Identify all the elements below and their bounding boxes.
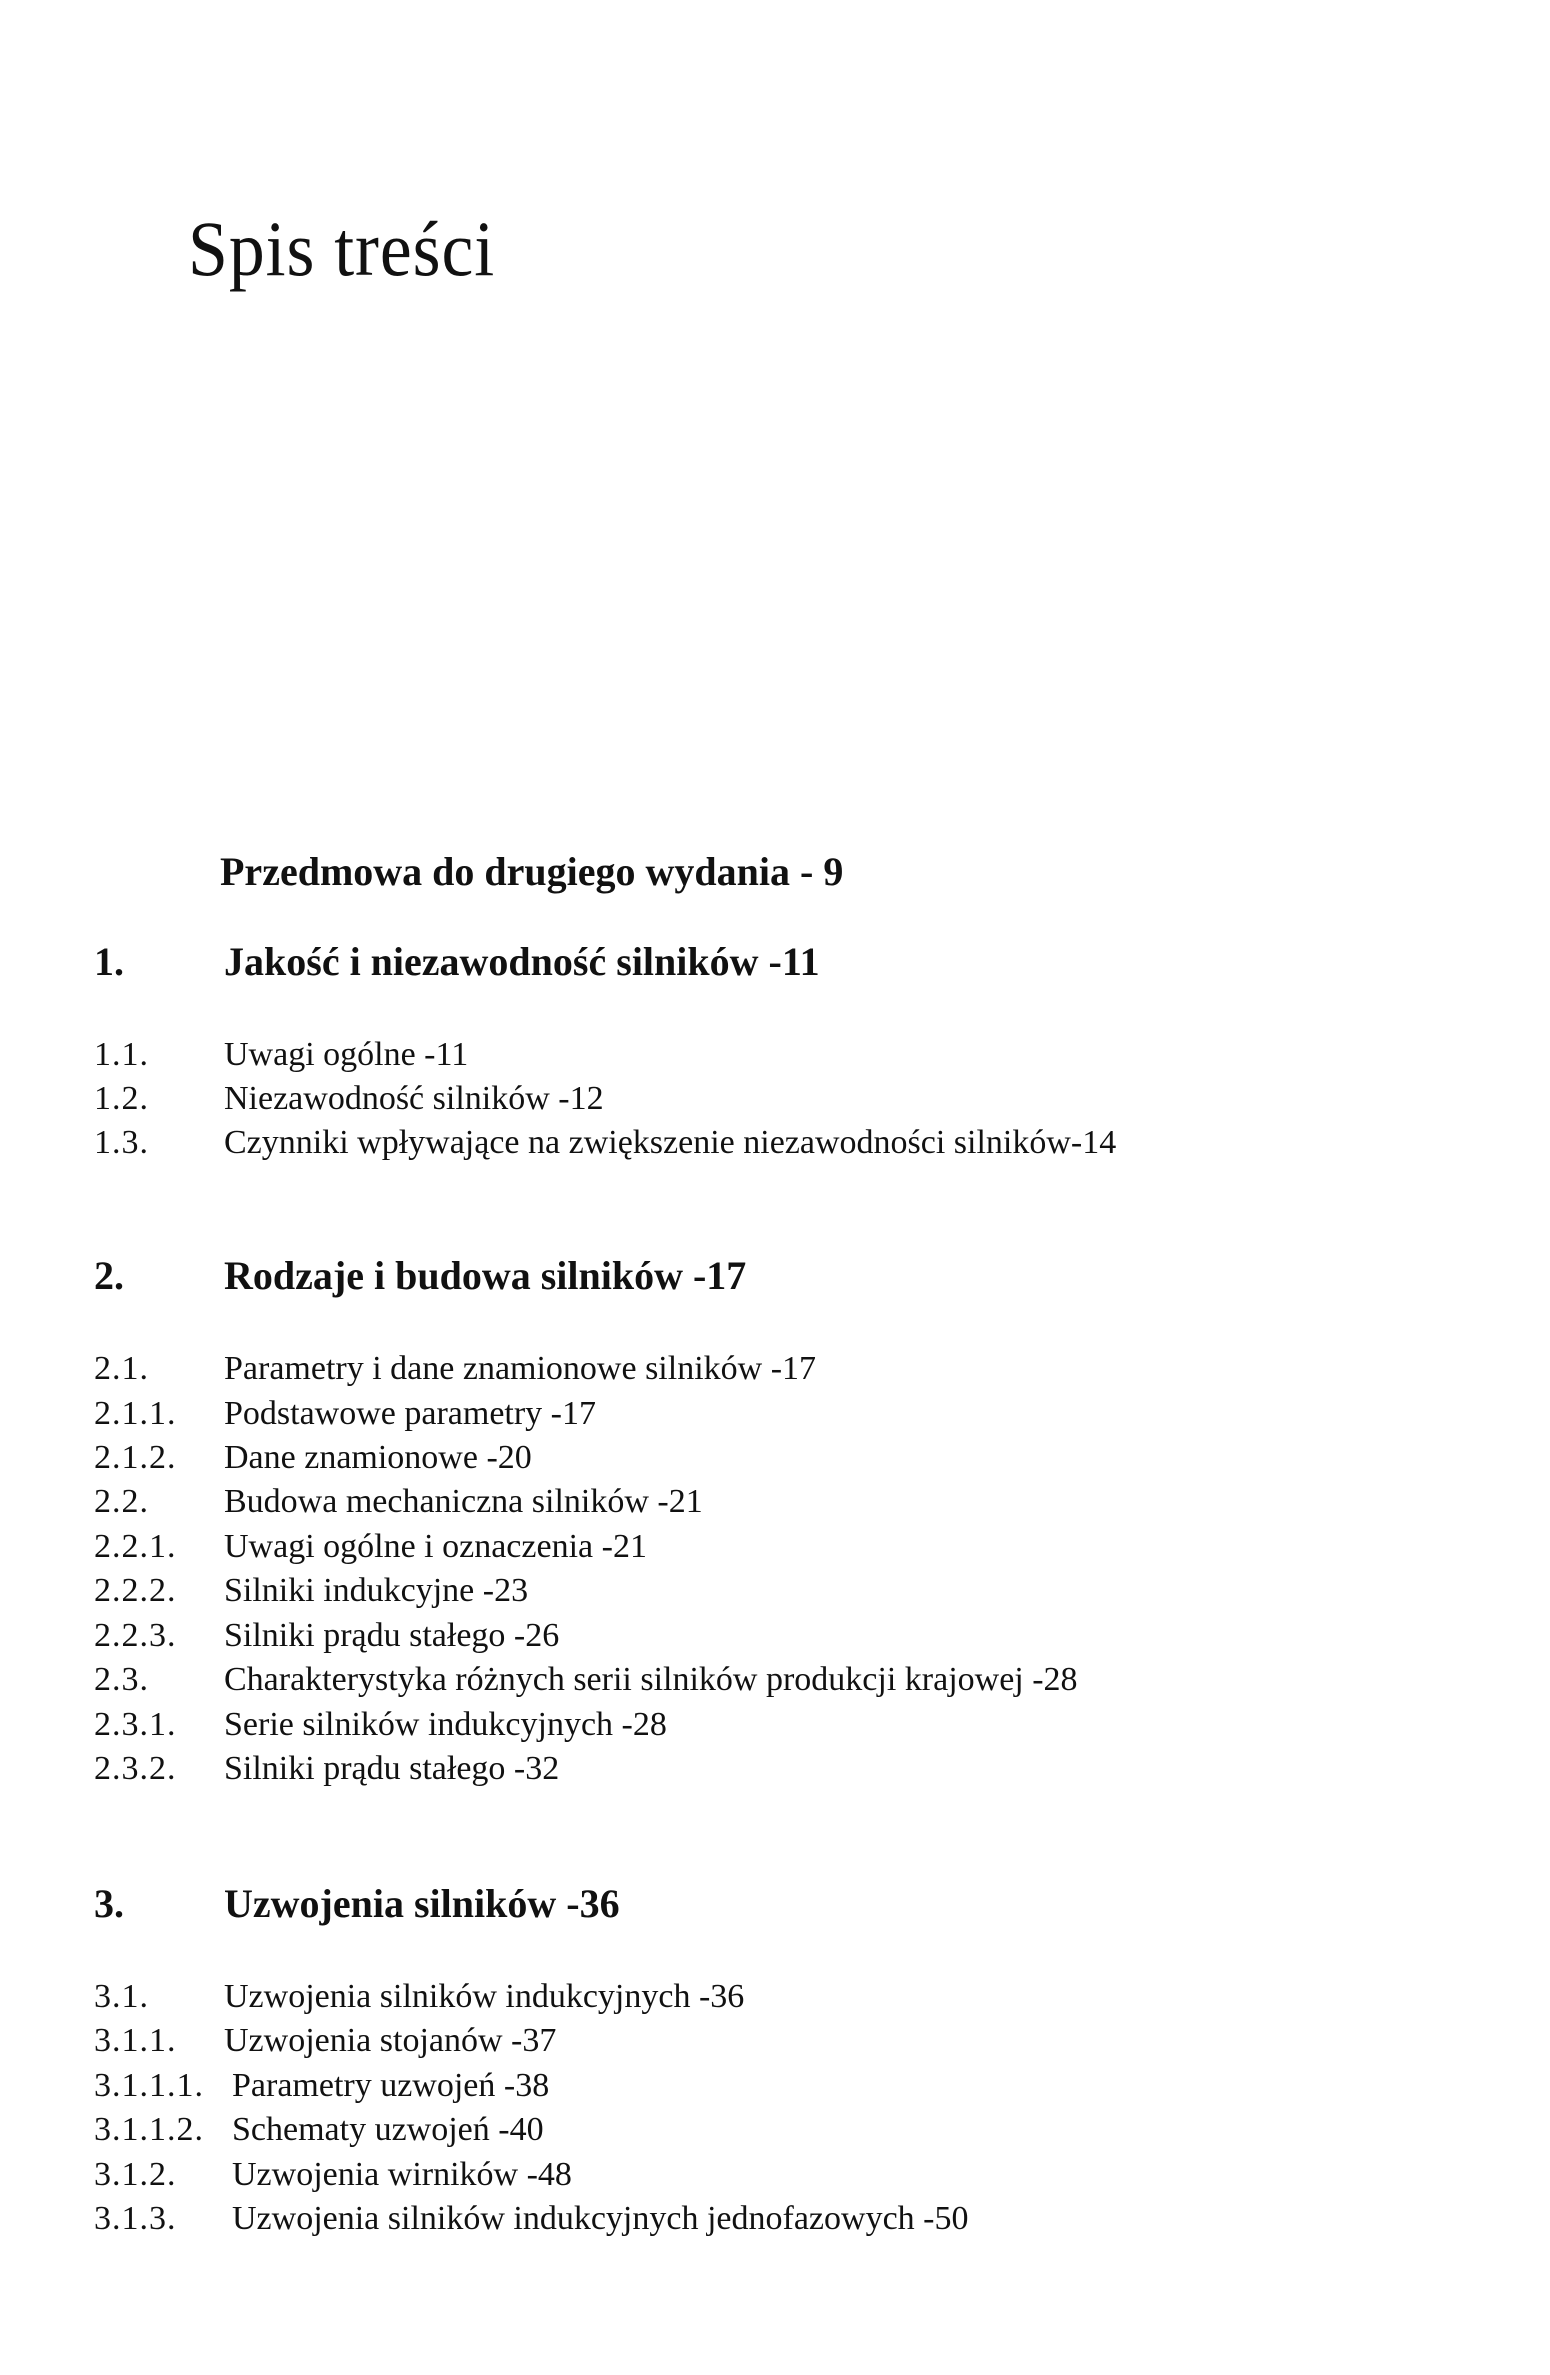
toc-entry-number: 2.3.2.	[94, 1750, 177, 1787]
toc-chapter-title: Rodzaje i budowa silników -17	[224, 1253, 747, 1298]
toc-entry-number: 2.3.	[94, 1661, 149, 1698]
toc-entry-number: 3.1.2.	[94, 2156, 177, 2193]
toc-entry-number: 2.2.2.	[94, 1572, 177, 1609]
toc-entry-number: 3.1.	[94, 1978, 149, 2015]
toc-entry-number: 1.2.	[94, 1080, 149, 1117]
page-title: Spis treści	[188, 205, 496, 292]
toc-entry-text: Uwagi ogólne -11	[224, 1036, 469, 1073]
toc-entry-number: 2.1.1.	[94, 1395, 177, 1432]
toc-entry-number: 2.2.	[94, 1483, 149, 1520]
toc-entry-text: Uzwojenia stojanów -37	[224, 2022, 557, 2059]
toc-entry-text: Podstawowe parametry -17	[224, 1395, 597, 1432]
toc-entry-text: Uzwojenia wirników -48	[232, 2156, 572, 2193]
toc-chapter-number: 2.	[94, 1253, 124, 1298]
toc-entry-text: Silniki indukcyjne -23	[224, 1572, 529, 1609]
toc-entry-text: Uwagi ogólne i oznaczenia -21	[224, 1528, 647, 1565]
toc-entry-number: 2.1.2.	[94, 1439, 177, 1476]
toc-entry-number: 3.1.1.	[94, 2022, 177, 2059]
toc-entry-number: 1.3.	[94, 1124, 149, 1161]
toc-preface-text: Przedmowa do drugiego wydania - 9	[220, 849, 844, 894]
toc-entry-text: Czynniki wpływające na zwiększenie niezawodności silników-14	[224, 1124, 1117, 1161]
toc-entry-number: 3.1.1.2.	[94, 2111, 204, 2148]
toc-entry-text: Uzwojenia silników indukcyjnych -36	[224, 1978, 745, 2015]
toc-entry-text: Silniki prądu stałego -32	[224, 1750, 560, 1787]
toc-entry-number: 2.1.	[94, 1350, 149, 1387]
toc-entry-text: Parametry uzwojeń -38	[232, 2067, 550, 2104]
toc-chapter-number: 1.	[94, 939, 124, 984]
toc-entry-text: Budowa mechaniczna silników -21	[224, 1483, 703, 1520]
toc-chapter-number: 3.	[94, 1881, 124, 1926]
toc-entry-number: 3.1.3.	[94, 2200, 177, 2237]
toc-entry-number: 3.1.1.1.	[94, 2067, 204, 2104]
toc-entry-number: 2.2.3.	[94, 1617, 177, 1654]
toc-chapter-title: Uzwojenia silników -36	[224, 1881, 620, 1926]
toc-chapter-title: Jakość i niezawodność silników -11	[224, 939, 820, 984]
toc-entry-text: Niezawodność silników -12	[224, 1080, 604, 1117]
toc-entry-text: Dane znamionowe -20	[224, 1439, 532, 1476]
toc-entry-text: Silniki prądu stałego -26	[224, 1617, 560, 1654]
toc-entry-text: Charakterystyka różnych serii silników produkcji krajowej -28	[224, 1661, 1078, 1698]
toc-entry-number: 1.1.	[94, 1036, 149, 1073]
toc-entry-number: 2.2.1.	[94, 1528, 177, 1565]
toc-entry-number: 2.3.1.	[94, 1706, 177, 1743]
toc-entry-text: Parametry i dane znamionowe silników -17	[224, 1350, 817, 1387]
toc-entry-text: Schematy uzwojeń -40	[232, 2111, 544, 2148]
toc-entry-text: Uzwojenia silników indukcyjnych jednofazowych -50	[232, 2200, 969, 2237]
toc-entry-text: Serie silników indukcyjnych -28	[224, 1706, 667, 1743]
